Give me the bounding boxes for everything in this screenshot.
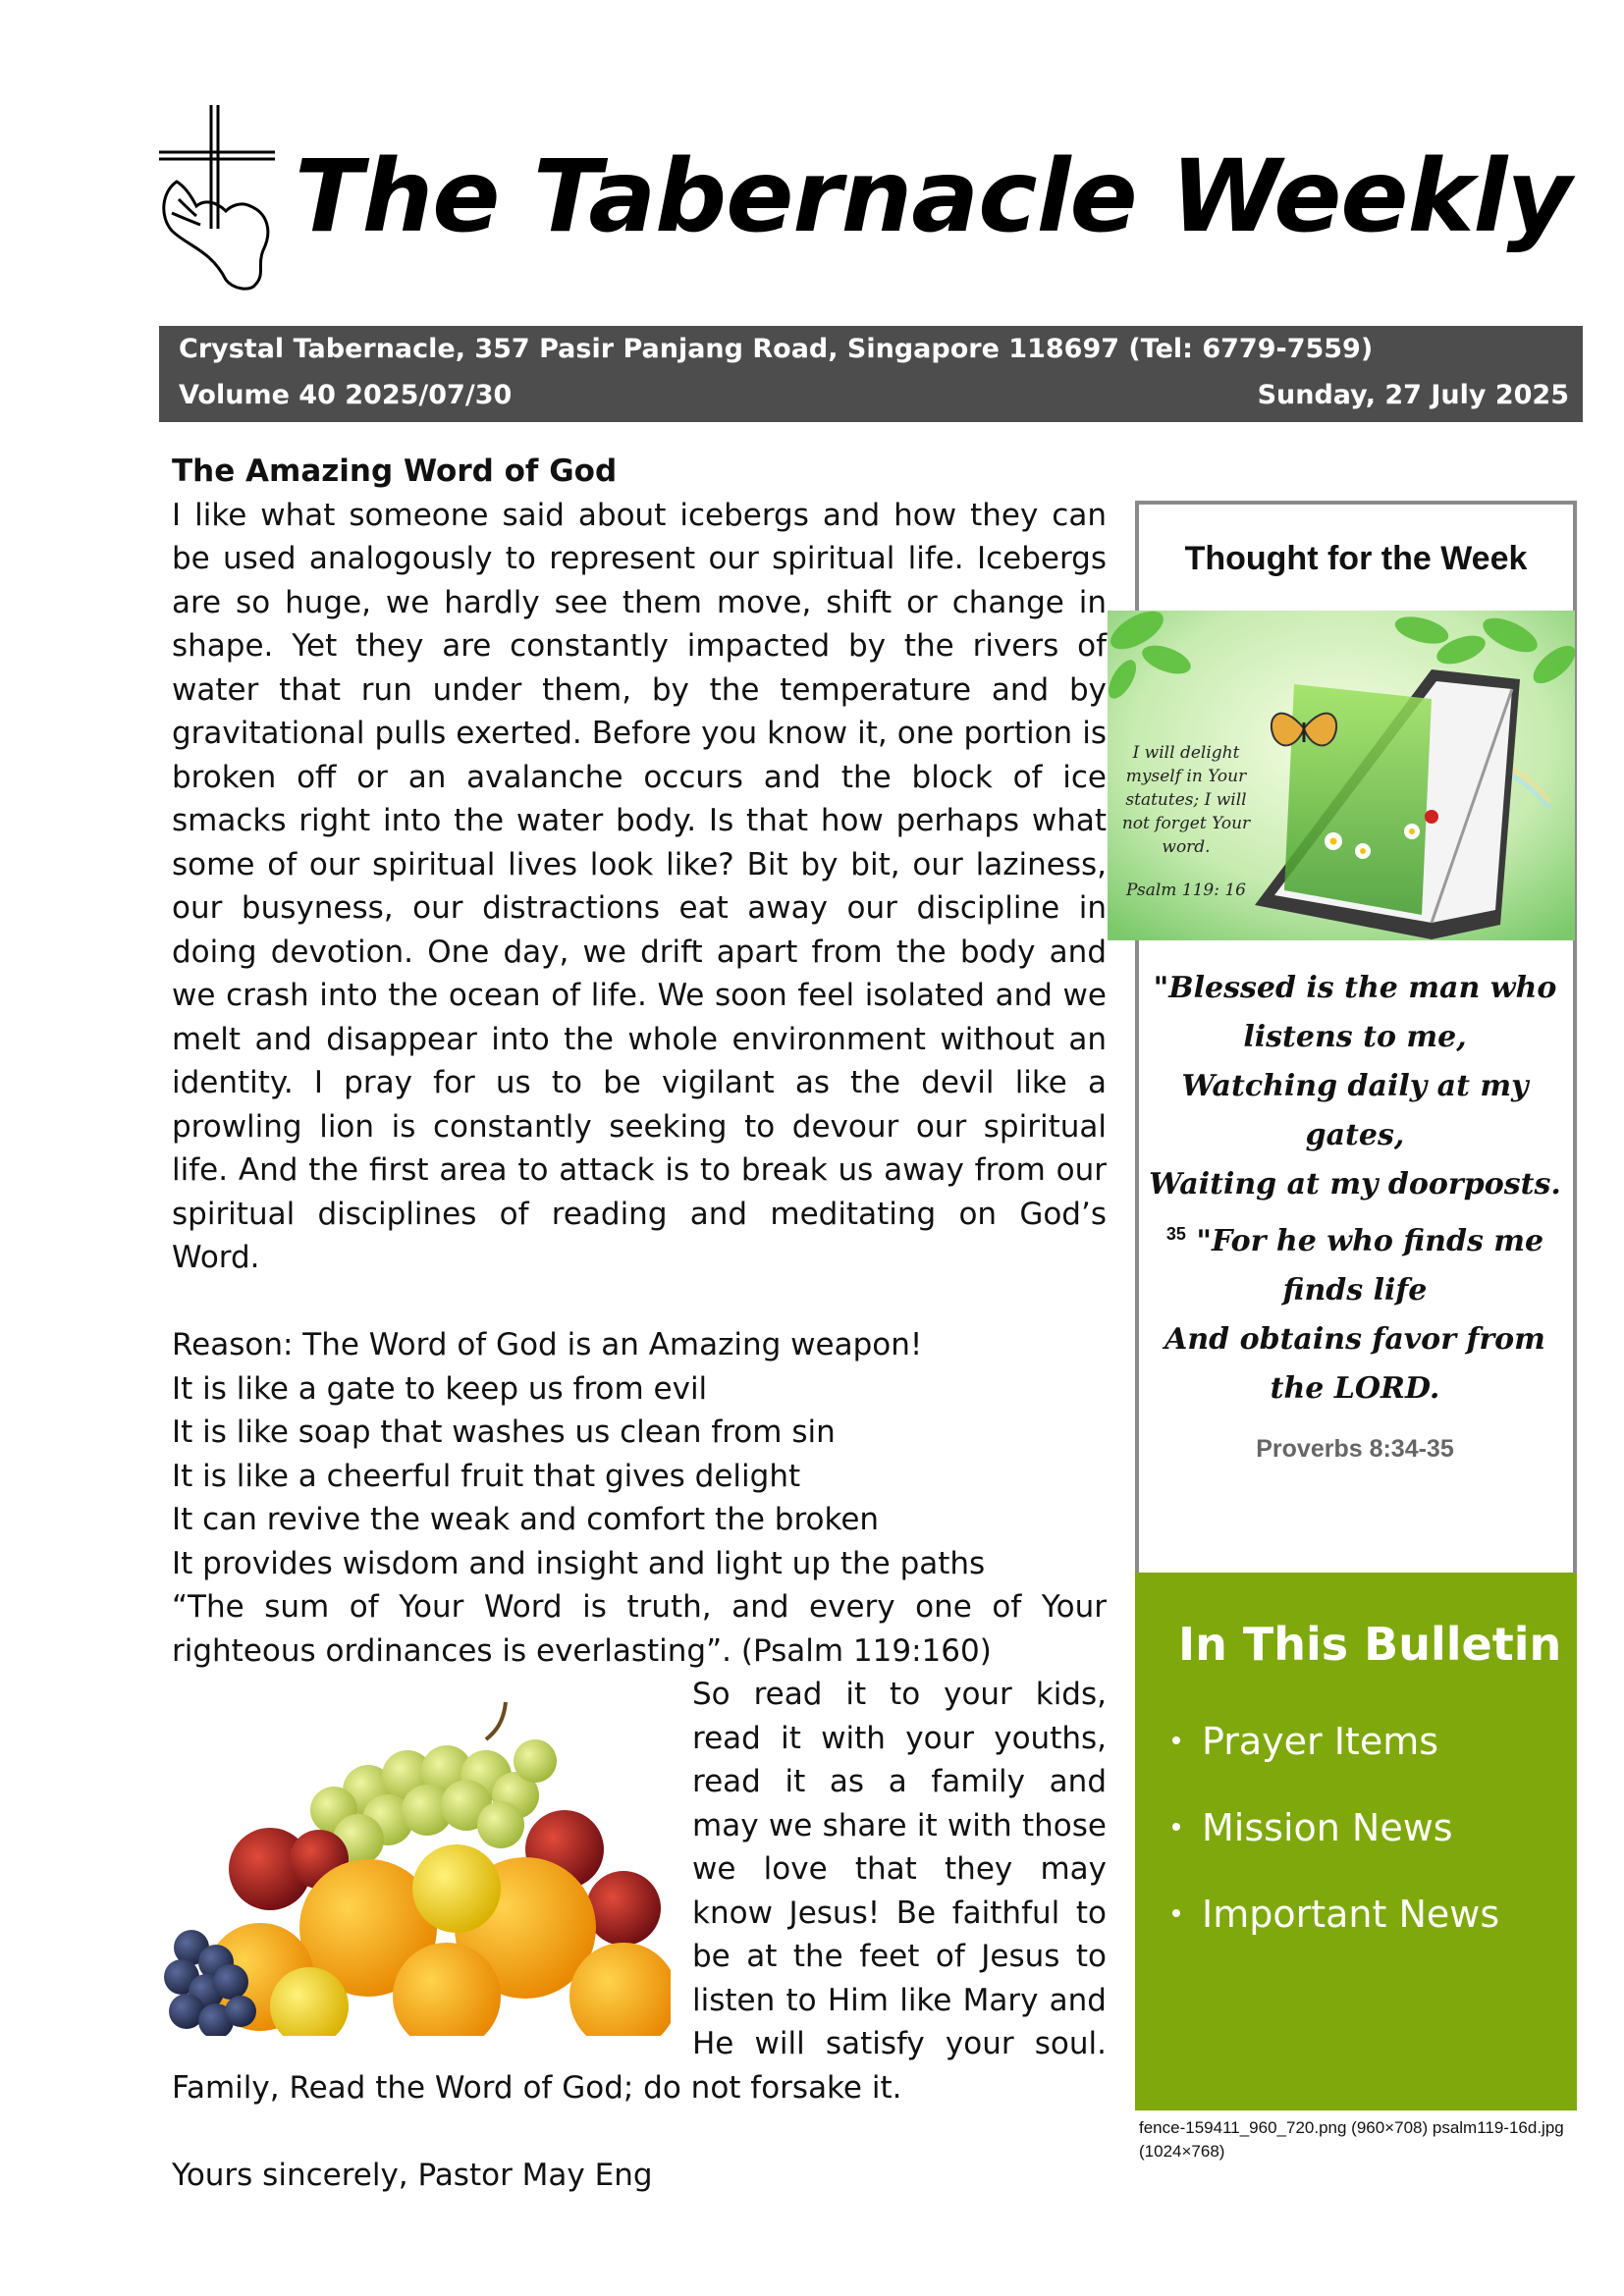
newsletter-title: The Tabernacle Weekly: [295, 138, 1571, 255]
image-caption-line: statutes; I will: [1125, 790, 1247, 810]
bullet-icon: [1172, 1736, 1180, 1744]
article-closing: So read it to your kids, read it with your youths, read it as a family and may we share it with those we love that they may know Jesus! Be faithful to be at the feet of Jesus to listen to Him like Mary and He will satisfy your soul. Family, Read the Word of God; do not forsake it.: [172, 1677, 1107, 2106]
scripture-line: gates,: [1305, 1118, 1405, 1152]
in-this-bulletin-box: [1135, 1573, 1577, 2110]
image-credits: fence-159411_960_720.png (960×708) psalm119-16d.jpg (1024×768): [1139, 2118, 1564, 2161]
scripture-line: Watching daily at my: [1181, 1069, 1529, 1103]
image-caption-line: not forget Your: [1121, 814, 1251, 833]
fruit-bowl-image: [162, 1682, 671, 2036]
bulletin-item-important-news: Important News: [1172, 1893, 1499, 1979]
image-caption-line: myself in Your: [1125, 767, 1247, 786]
scripture-line: the LORD.: [1270, 1371, 1440, 1406]
article-point: It is like soap that washes us clean from sin: [172, 1415, 836, 1450]
article-point: It provides wisdom and insight and light up the paths: [172, 1545, 986, 1581]
article-quote: “The sum of Your Word is truth, and every one of Your righteous ordinances is everlasting”. (Psalm 119:160): [172, 1589, 1107, 1669]
cross-and-dove-icon: [157, 103, 280, 294]
bulletin-item-prayer-items: Prayer Items: [1172, 1720, 1499, 1806]
bullet-icon: [1172, 1909, 1180, 1917]
volume-number: Volume 40 2025/07/30: [179, 380, 513, 410]
scripture-line: Waiting at my doorposts.: [1149, 1167, 1561, 1201]
thought-heading: Thought for the Week: [1184, 540, 1528, 577]
scripture-line: listens to me,: [1243, 1020, 1467, 1054]
scripture-line: And obtains favor from: [1164, 1322, 1545, 1357]
psalm-verse-image: [1108, 611, 1575, 940]
issue-date: Sunday, 27 July 2025: [1257, 380, 1569, 410]
image-caption-line: Psalm 119: 16: [1125, 881, 1247, 900]
article-point: It is like a gate to keep us from evil: [172, 1370, 708, 1407]
scripture-line: finds life: [1282, 1273, 1428, 1308]
verse-number: 35: [1165, 1224, 1186, 1244]
bulletin-list: [1172, 1720, 1499, 1979]
image-caption-line: I will delight: [1132, 743, 1240, 763]
info-bar: [159, 326, 1583, 422]
image-caption-line: word.: [1162, 837, 1211, 857]
scripture-line: "For he who finds me: [1196, 1224, 1544, 1258]
article-point: It is like a cheerful fruit that gives delight: [172, 1458, 801, 1494]
scripture-line: "Blessed is the man who: [1153, 971, 1557, 1005]
main-article: [172, 450, 1107, 2197]
bulletin-heading: In This Bulletin: [1178, 1618, 1562, 1671]
scripture-quote: [1139, 964, 1571, 1414]
bullet-icon: [1172, 1823, 1180, 1831]
article-signoff: Yours sincerely, Pastor May Eng: [172, 2157, 653, 2193]
bulletin-item-mission-news: Mission News: [1172, 1806, 1499, 1893]
scripture-reference: Proverbs 8:34-35: [1256, 1435, 1454, 1463]
church-address: Crystal Tabernacle, 357 Pasir Panjang Road, Singapore 118697 (Tel: 6779-7559): [179, 334, 1374, 364]
article-heading: The Amazing Word of God: [172, 454, 618, 489]
article-intro: I like what someone said about icebergs and how they can be used analogously to represent our spiritual life. Icebergs are so huge, we hardly see them move, shift or change in shape. Yet they are constantly impacted by the rivers of water that run under them, by the temperature and by gravitational pulls exerted. Before you know it, one portion is broken off or an avalanche occurs and the block of ice smacks right into the water body. Is that how perhaps what some of our spiritual lives look like? Bit by bit, our laziness, our busyness, our distractions eat away our discipline in doing devotion. One day, we drift apart from the body and we crash into the ocean of life. We soon feel isolated and we melt and disappear into the whole environment without an identity. I pray for us to be vigilant as the devil like a prowling lion is constantly seeking to devour our spiritual life. And the first area to attack is to break us away from our spiritual disciplines of reading and meditating on God’s Word.: [172, 497, 1107, 1275]
article-point: It can revive the weak and comfort the broken: [172, 1502, 880, 1537]
article-reason: Reason: The Word of God is an Amazing weapon!: [172, 1327, 923, 1362]
